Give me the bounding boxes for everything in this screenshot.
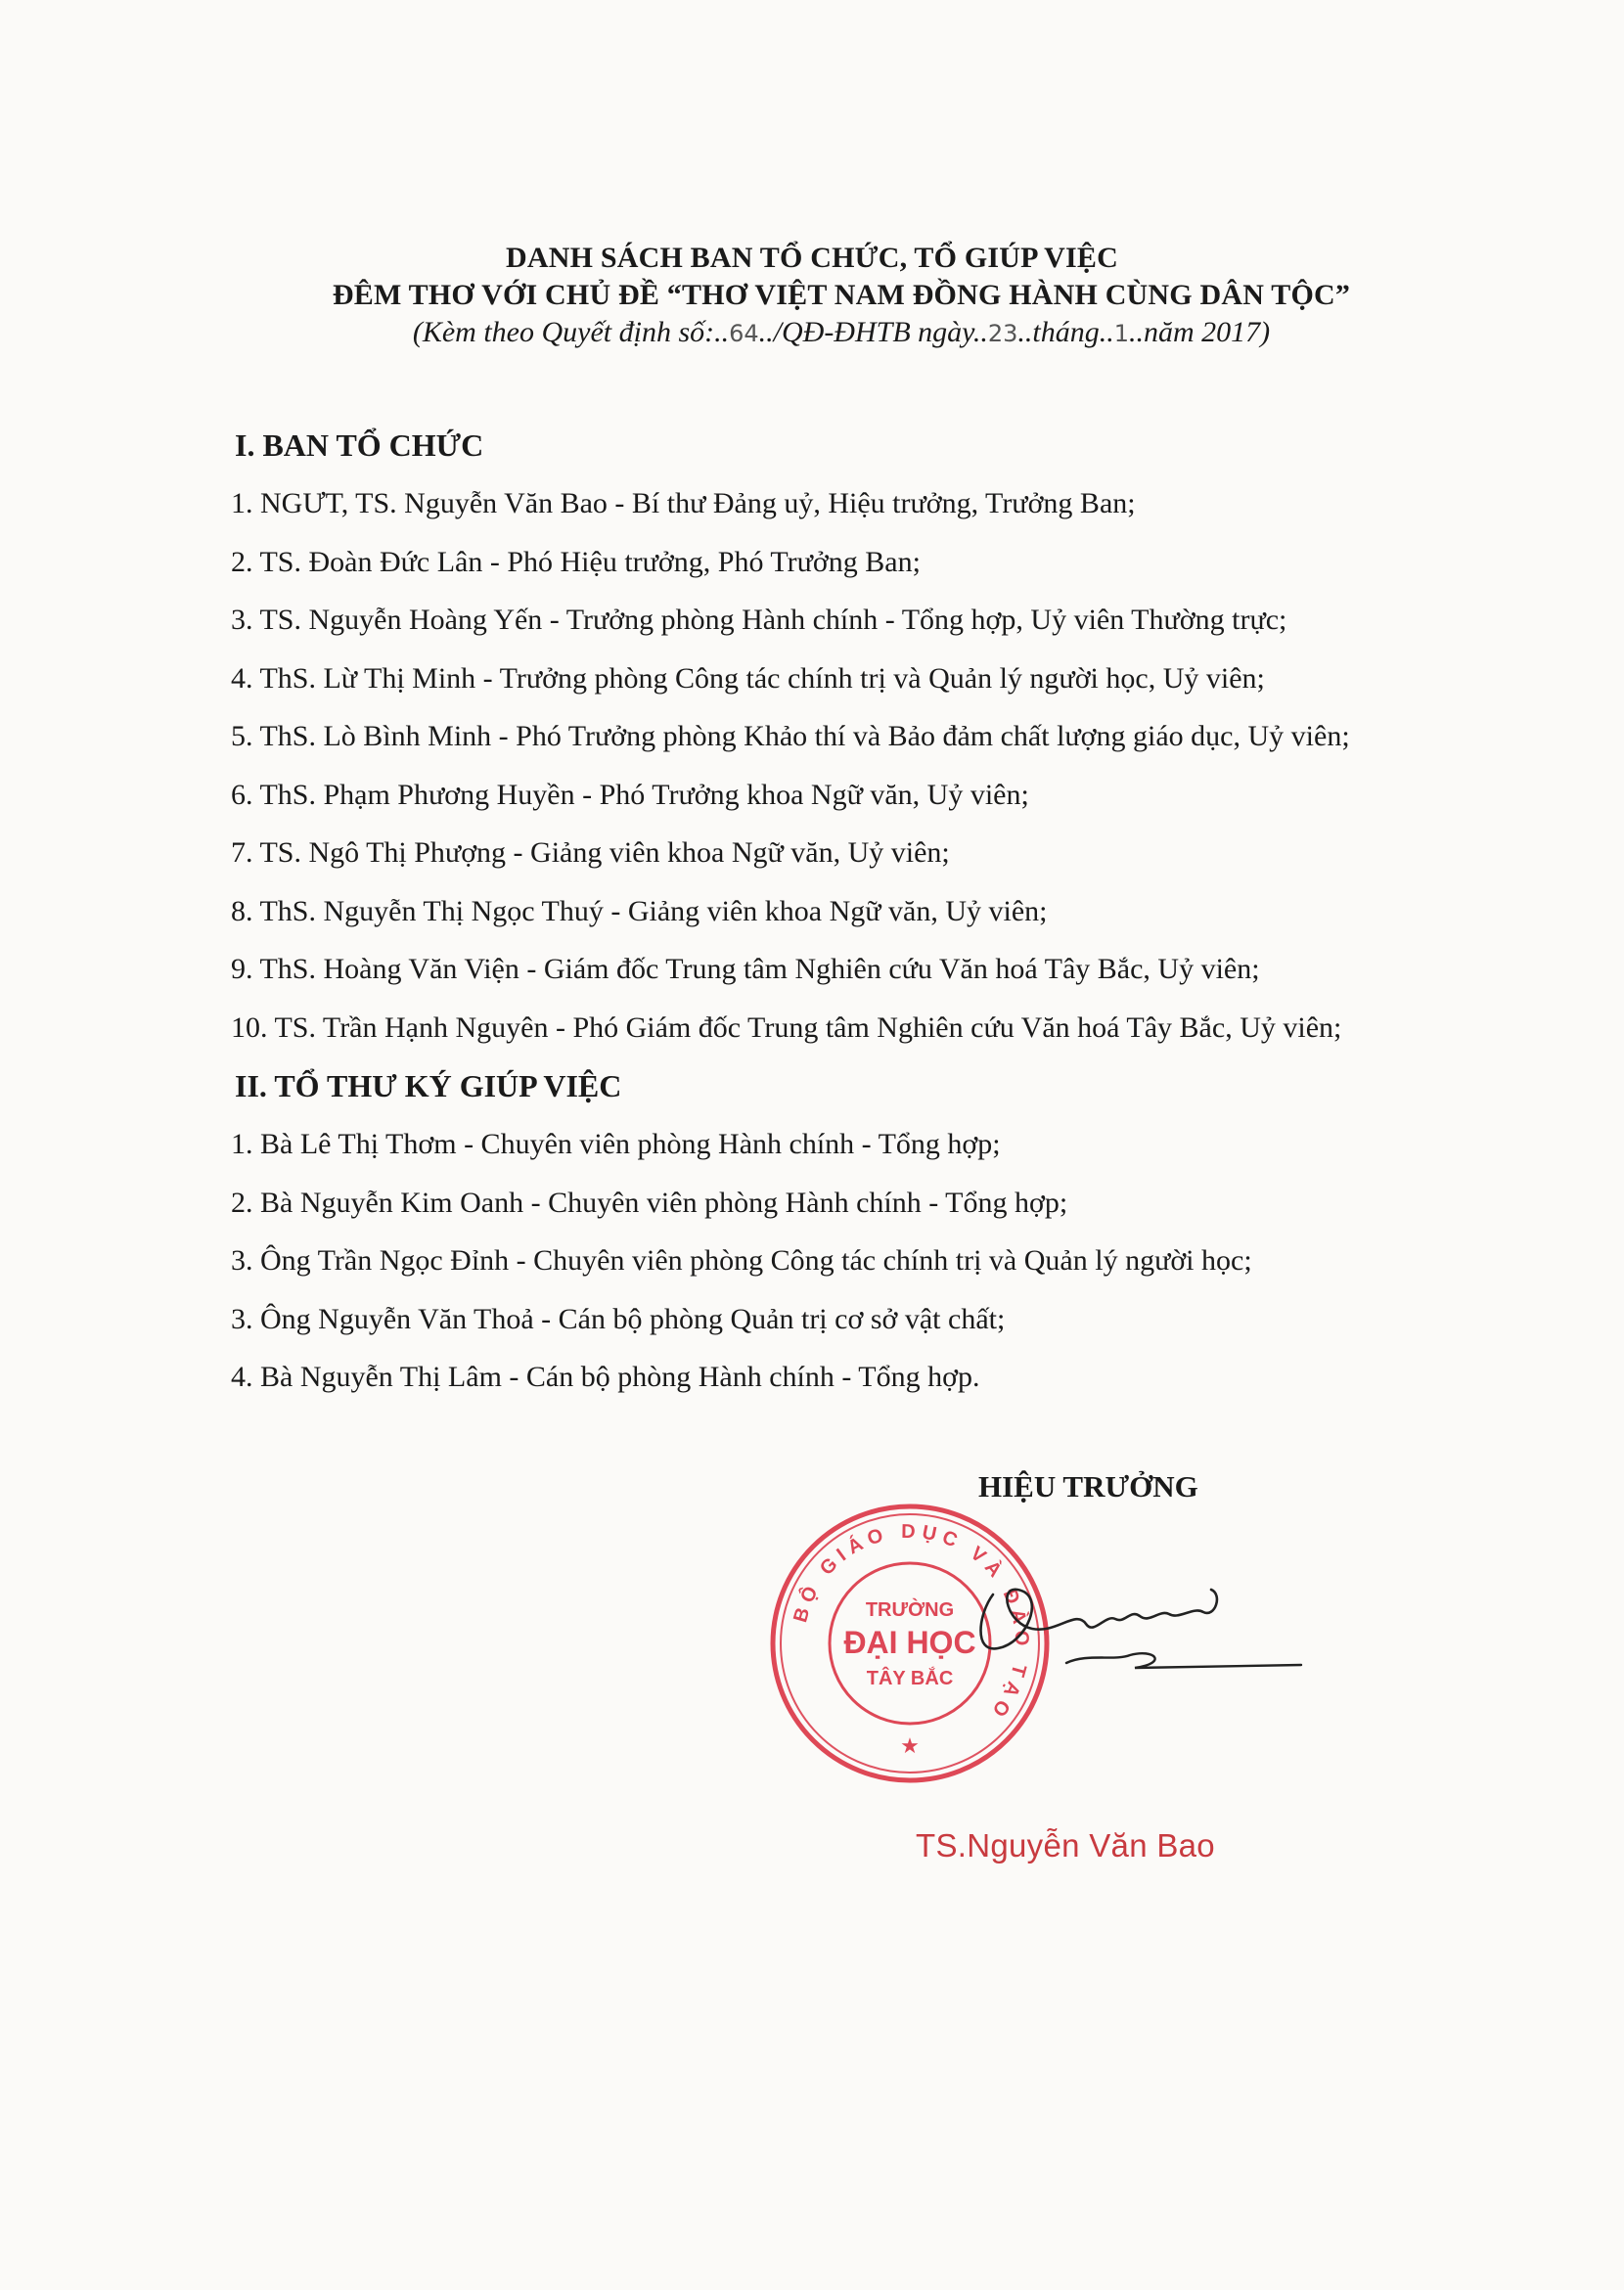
- list-item: 6. ThS. Phạm Phương Huyền - Phó Trưởng khoa Ngữ văn, Uỷ viên;: [231, 778, 1029, 811]
- stamp-line-truong: TRƯỜNG: [865, 1599, 955, 1621]
- list-item: 10. TS. Trần Hạnh Nguyên - Phó Giám đốc Trung tâm Nghiên cứu Văn hoá Tây Bắc, Uỷ viên;: [231, 1010, 1342, 1044]
- list-item: 7. TS. Ngô Thị Phượng - Giảng viên khoa Ngữ văn, Uỷ viên;: [231, 836, 950, 869]
- list-item: 8. ThS. Nguyễn Thị Ngọc Thuý - Giảng viên khoa Ngữ văn, Uỷ viên;: [231, 894, 1048, 927]
- stamp-line-taybac: TÂY BẮC: [866, 1668, 954, 1689]
- section-title-to-thu-ky: II. TỔ THƯ KÝ GIÚP VIỆC: [235, 1068, 622, 1103]
- list-item: 9. ThS. Hoàng Văn Viện - Giám đốc Trung tâm Nghiên cứu Văn hoá Tây Bắc, Uỷ viên;: [231, 953, 1260, 985]
- signature-title: HIỆU TRƯỞNG: [978, 1469, 1198, 1504]
- list-item: 4. Bà Nguyễn Thị Lâm - Cán bộ phòng Hành chính - Tổng hợp.: [231, 1361, 980, 1393]
- section-title-ban-to-chuc: I. BAN TỔ CHỨC: [235, 427, 484, 463]
- attach-prefix: (Kèm theo Quyết định số:: [412, 316, 715, 348]
- handwritten-signature: [959, 1555, 1331, 1702]
- stamp-line-daihoc: ĐẠI HỌC: [843, 1625, 976, 1660]
- attach-suffix: năm 2017): [1143, 316, 1271, 348]
- list-item: 3. TS. Nguyễn Hoàng Yến - Trưởng phòng Hành chính - Tổng hợp, Uỷ viên Thường trực;: [231, 604, 1287, 636]
- list-item: 1. Bà Lê Thị Thơm - Chuyên viên phòng Hành chính - Tổng hợp;: [231, 1128, 1001, 1160]
- list-item: 1. NGƯT, TS. Nguyễn Văn Bao - Bí thư Đảng uỷ, Hiệu trưởng, Trưởng Ban;: [231, 487, 1136, 519]
- list-item: 2. TS. Đoàn Đức Lân - Phó Hiệu trưởng, Phó Trưởng Ban;: [231, 545, 921, 578]
- attachment-reference: (Kèm theo Quyết định số:..64../QĐ-ĐHTB ngày..23..tháng..1..năm 2017): [412, 316, 1271, 348]
- decision-number: 64: [729, 320, 759, 347]
- stamp-ring-text: BỘ GIÁO DỤC VÀ ĐÀO TẠO: [789, 1520, 1033, 1726]
- list-item: 2. Bà Nguyễn Kim Oanh - Chuyên viên phòng Hành chính - Tổng hợp;: [231, 1186, 1068, 1219]
- attach-mid1: /QĐ-ĐHTB ngày: [773, 316, 973, 348]
- document-title-line1: DANH SÁCH BAN TỔ CHỨC, TỔ GIÚP VIỆC: [506, 242, 1118, 274]
- list-item: 3. Ông Nguyễn Văn Thoả - Cán bộ phòng Quản trị cơ sở vật chất;: [231, 1302, 1006, 1335]
- decision-day: 23: [987, 320, 1018, 347]
- list-item: 3. Ông Trần Ngọc Đỉnh - Chuyên viên phòng Công tác chính trị và Quản lý người học;: [231, 1244, 1252, 1277]
- document-title-line2: ĐÊM THƠ VỚI CHỦ ĐỀ “THƠ VIỆT NAM ĐỒNG HÀNH CÙNG DÂN TỘC”: [332, 279, 1351, 311]
- decision-month: 1: [1113, 320, 1129, 347]
- svg-text:★: ★: [900, 1733, 920, 1758]
- document-body: [231, 416, 1454, 1407]
- signer-name: TS.Nguyễn Văn Bao: [916, 1827, 1215, 1863]
- attach-mid2: tháng: [1032, 316, 1100, 348]
- list-item: 4. ThS. Lừ Thị Minh - Trưởng phòng Công tác chính trị và Quản lý người học, Uỷ viên;: [231, 661, 1265, 695]
- document-header: [0, 240, 1624, 352]
- list-item: 5. ThS. Lò Bình Minh - Phó Trưởng phòng Khảo thí và Bảo đảm chất lượng giáo dục, Uỷ viên;: [231, 720, 1350, 752]
